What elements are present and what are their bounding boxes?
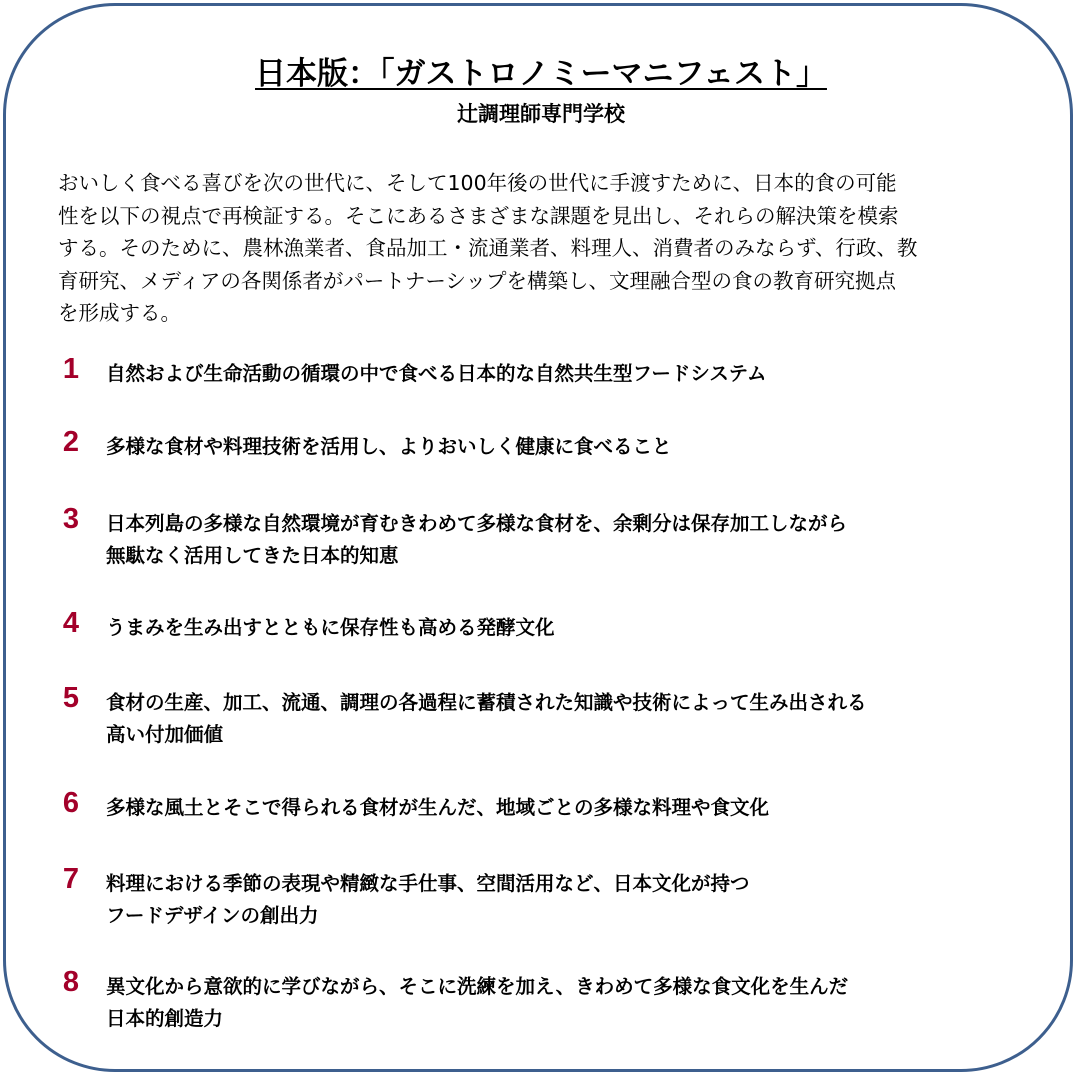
item-line: 自然および生命活動の循環の中で食べる日本的な自然共生型フードシステム (106, 362, 767, 385)
item-text (106, 612, 555, 644)
item-text (106, 687, 867, 751)
item-number: 2 (62, 426, 80, 458)
page-title-text: 日本版：「ガストロノミーマニフェスト」 (255, 56, 827, 92)
item-line: 食材の生産、加工、流通、調理の各過程に蓄積された知識や技術によって生み出される (106, 691, 867, 714)
item-line: 多様な食材や料理技術を活用し、よりおいしく健康に食べること (106, 435, 672, 458)
item-number: 8 (62, 966, 80, 998)
intro-line: おいしく食べる喜びを次の世代に、そして100年後の世代に手渡すために、日本的食の可能 (58, 171, 897, 195)
item-number: 3 (62, 503, 80, 535)
item-number: 1 (62, 353, 80, 385)
item-text (106, 971, 848, 1035)
item-line: 異文化から意欲的に学びながら、そこに洗練を加え、きわめて多様な食文化を生んだ (106, 975, 849, 998)
item-text (106, 358, 766, 390)
item-text (106, 792, 769, 824)
page-subtitle: 辻調理師専門学校 (457, 102, 625, 126)
intro-paragraph (58, 167, 1033, 330)
item-line: 料理における季節の表現や精緻な手仕事、空間活用など、日本文化が持つ (106, 872, 750, 895)
item-line: 無駄なく活用してきた日本的知恵 (106, 544, 399, 567)
item-line: 高い付加価値 (106, 723, 224, 746)
item-number: 4 (62, 607, 80, 639)
item-text (106, 431, 672, 463)
item-text (106, 868, 750, 932)
intro-line: 育研究、メディアの各関係者がパートナーシップを構築し、文理融合型の食の教育研究拠点 (58, 268, 897, 293)
page-title (0, 52, 1082, 96)
item-number: 5 (62, 682, 80, 714)
item-text (106, 508, 847, 572)
item-line: フードデザインの創出力 (106, 904, 319, 927)
intro-line: する。そのために、農林漁業者、食品加工・流通業者、料理人、消費者のみならず、行政、教 (58, 236, 918, 260)
item-line: 多様な風土とそこで得られる食材が生んだ、地域ごとの多様な料理や食文化 (106, 796, 770, 819)
intro-line: 性を以下の視点で再検証する。そこにあるさまざまな課題を見出し、それらの解決策を模索 (58, 203, 899, 228)
item-line: 日本的創造力 (106, 1007, 224, 1030)
item-line: うまみを生み出すとともに保存性も高める発酵文化 (106, 616, 555, 639)
item-number: 7 (62, 863, 80, 895)
item-line: 日本列島の多様な自然環境が育むきわめて多様な食材を、余剰分は保存加工しながら (106, 512, 848, 535)
item-number: 6 (62, 787, 80, 819)
intro-line: を形成する。 (58, 301, 181, 325)
